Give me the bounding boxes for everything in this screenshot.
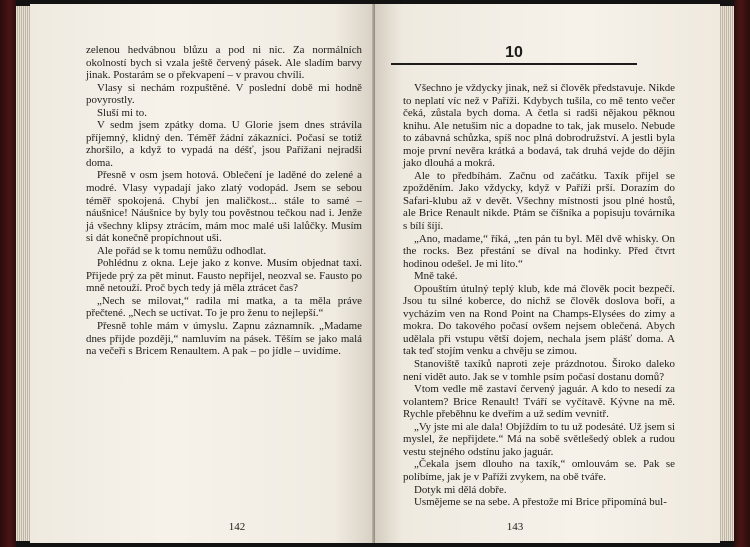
paragraph: Dotyk mi dělá dobře. [414, 483, 507, 496]
right-page-text [403, 82, 675, 509]
paragraph: Mně také. [414, 270, 458, 283]
paragraph: Sluší mi to. [97, 106, 147, 119]
left-page-text [86, 44, 362, 358]
book-cover-left-edge [0, 0, 16, 547]
paragraph: Ale to předbíhám. Začnu od začátku. Taxík přijel se zpožděním. Jako vždycky, když v Paříži prší. Dorazím do Safari-klubu až v devět. Všechny místnosti jsou plné hostů, ale Brice Renault nikde. Ptám se číšníka a popisuju továrníka s bílí šíjí. [403, 169, 675, 233]
paragraph: Ale pořád se k tomu nemůžu odhodlat. [97, 244, 267, 257]
book-cover-right-edge [734, 0, 750, 547]
paragraph: V sedm jsem zpátky doma. U Glorie jsem dnes strávila příjemný, klidný den. Téměř žádní zákazníci. Počasí se totiž zhoršilo, a když to vypadá na déšť, jsou Pařížani nejradši doma. [86, 119, 362, 169]
left-page [30, 4, 375, 543]
paragraph: „Nech se milovat,“ radila mi matka, a ta měla práve přečtené. „Nech se uctívat. To je pro ženu to nejlepší.“ [86, 294, 362, 320]
page-number-left: 142 [228, 521, 246, 533]
chapter-number: 10 [505, 44, 523, 61]
paragraph: „Ano, madame,“ říká, „ten pán tu byl. Měl dvě whisky. On the rocks. Bez přestání se díval na hodinky. Před čtvrt hodinou odešel. Je mi líto.“ [403, 232, 675, 270]
paragraph: Stanoviště taxíků naproti zeje prázdnotou. Široko daleko není vidět auto. Jak se v tomhle psím počasí dostanu domů? [403, 358, 675, 383]
paragraph: „Vy jste mi ale dala! Objíždím to tu už podesáté. Už jsem si myslel, že nepřijdete.“ Má na sobě světlešedý oblek a rudou vestu stejného odstínu jako jaguár. [403, 420, 675, 458]
paragraph: zelenou hedvábnou blůzu a pod ni nic. Za normálních okolností bych si vzala ještě červený pásek. Ale sladím barvy jinak. Postarám se o překvapení – v pravou chvíli. [86, 44, 362, 82]
paragraph: Vtom vedle mě zastaví červený jaguár. A kdo to nesedí za volantem? Brice Renault! Tváří se vyčítavě. Kývne na mě. Rychle přeběhnu ke dveřím a už sedím vevnitř. [403, 383, 675, 421]
page-stack-right [720, 6, 734, 541]
paragraph: Opouštím útulný teplý klub, kde má člověk pocit bezpečí. Jsou tu silné koberce, do nichž se člověk doslova boří, a vycházím ven na Rond Point na Champs-Elysées do zimy a mokra. Do takového počasí ovšem nejsem oblečená. Abych udělala při vstupu větší dojem, nechala jsem plášť doma. A tak teď stojím venku a chvěju se zimou. [403, 282, 675, 358]
chapter-rule [391, 63, 637, 65]
paragraph: „Čekala jsem dlouho na taxík,“ omlouvám se. Pak se políbíme, jak je v Paříži zvykem, na obě tváře. [403, 458, 675, 483]
paragraph: Usmějeme se na sebe. A přestože mi Brice připomíná bul- [414, 496, 667, 509]
right-page [375, 4, 720, 543]
paragraph: Přesně v osm jsem hotová. Oblečení je laděné do zelené a modré. Vlasy vypadají jako zlatý vodopád. Jsem se sebou téměř spokojená. Chybí jen maličkost... stále to samé – náušnice! Náušnice by byly tou pověstnou tečkou nad i. Jenže já všechny klipsy ztrácím, mám moc malé uši lalůčky. Musím si dát konečně propíchnout uši. [86, 169, 362, 245]
paragraph: Vlasy si nechám rozpuštěné. V poslední době mi hodně povyrostly. [86, 81, 362, 107]
paragraph: Všechno je vždycky jinak, než si člověk představuje. Nikde to neplatí víc než v Paříži. Kdybych tušila, co mě tento večer čeká, zůstala bych doma. A četla si radši nějakou pěknou knihu. Ale netušim nic a dopadne to tak, jak muselo. Nebude to zábavná schůzka, spíš noc plná dobrodružství. A jestli byla moje první nevěra krátká a bodavá, tak druhá vejde do dějin jako dlouhá a mokrá. [403, 82, 675, 170]
page-stack-left [16, 6, 30, 541]
page-number-right: 143 [506, 521, 524, 533]
paragraph: Pohlédnu z okna. Leje jako z konve. Musím objednat taxi. Přijede prý za pět minut. Fausto nepřijel, neozval se. Fausto po mně netouží. Proč bych tedy já měla ztrácet čas? [86, 257, 362, 295]
paragraph: Přesně tohle mám v úmyslu. Zapnu záznamník. „Madame dnes přijde později,“ namluvím na pásek. Těším se jako malá na večeři s Bricem Renaultem. A pak – po jídle – uvidíme. [86, 320, 362, 358]
